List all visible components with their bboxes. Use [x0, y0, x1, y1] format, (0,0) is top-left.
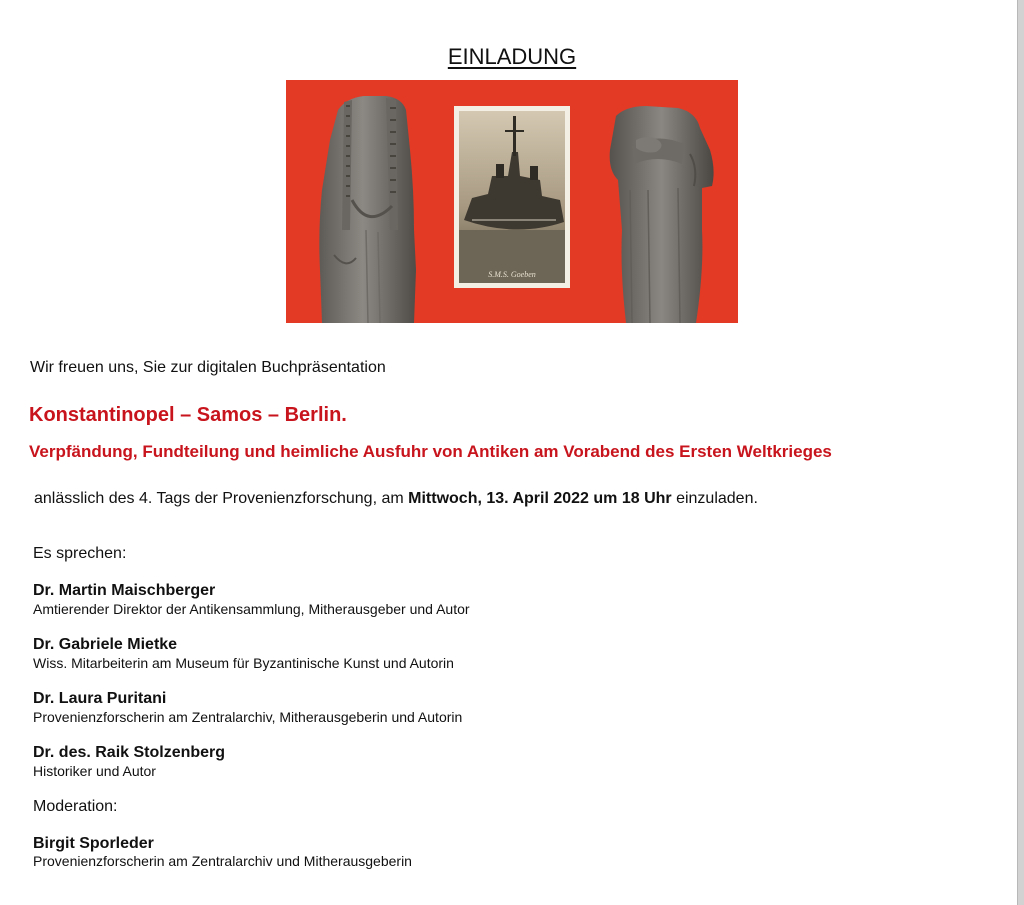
moderator-name: Birgit Sporleder [33, 835, 154, 852]
intro-text: Wir freuen uns, Sie zur digitalen Buchpräsentation [30, 359, 386, 376]
book-title: Konstantinopel – Samos – Berlin. [29, 404, 347, 426]
left-statue-image [319, 96, 416, 323]
occasion-after: einzuladen. [671, 490, 758, 507]
right-statue-image [610, 106, 714, 323]
speaker-name: Dr. Martin Maischberger [33, 582, 216, 599]
invitation-title: EINLADUNG [447, 44, 577, 69]
occasion-text [34, 490, 758, 508]
speaker-role: Amtierender Direktor der Antikensammlung, Mitherausgeber und Autor [33, 601, 470, 617]
occasion-before: anlässlich des 4. Tags der Provenienzforschung, am [34, 490, 409, 507]
speaker-name: Dr. Gabriele Mietke [33, 636, 178, 653]
speaker-role: Wiss. Mitarbeiterin am Museum für Byzantinische Kunst und Autorin [33, 655, 454, 671]
book-subtitle: Verpfändung, Fundteilung und heimliche Ausfuhr von Antiken am Vorabend des Ersten Weltkrieges [29, 442, 832, 461]
postcard-caption: S.M.S. Goeben [488, 270, 536, 279]
speakers-heading: Es sprechen: [33, 545, 127, 562]
page-edge [1017, 0, 1024, 905]
moderator-role: Provenienzforscherin am Zentralarchiv und Mitherausgeberin [33, 853, 412, 869]
event-date: Mittwoch, 13. April 2022 um 18 Uhr [408, 490, 672, 507]
speaker-role: Provenienzforscherin am Zentralarchiv, Mitherausgeberin und Autorin [33, 709, 463, 725]
banner-image [286, 80, 738, 323]
speaker-name: Dr. des. Raik Stolzenberg [33, 744, 226, 761]
moderation-heading: Moderation: [33, 798, 118, 815]
postcard-image [454, 106, 570, 288]
speaker-name: Dr. Laura Puritani [33, 690, 167, 707]
speaker-role: Historiker und Autor [33, 763, 156, 779]
